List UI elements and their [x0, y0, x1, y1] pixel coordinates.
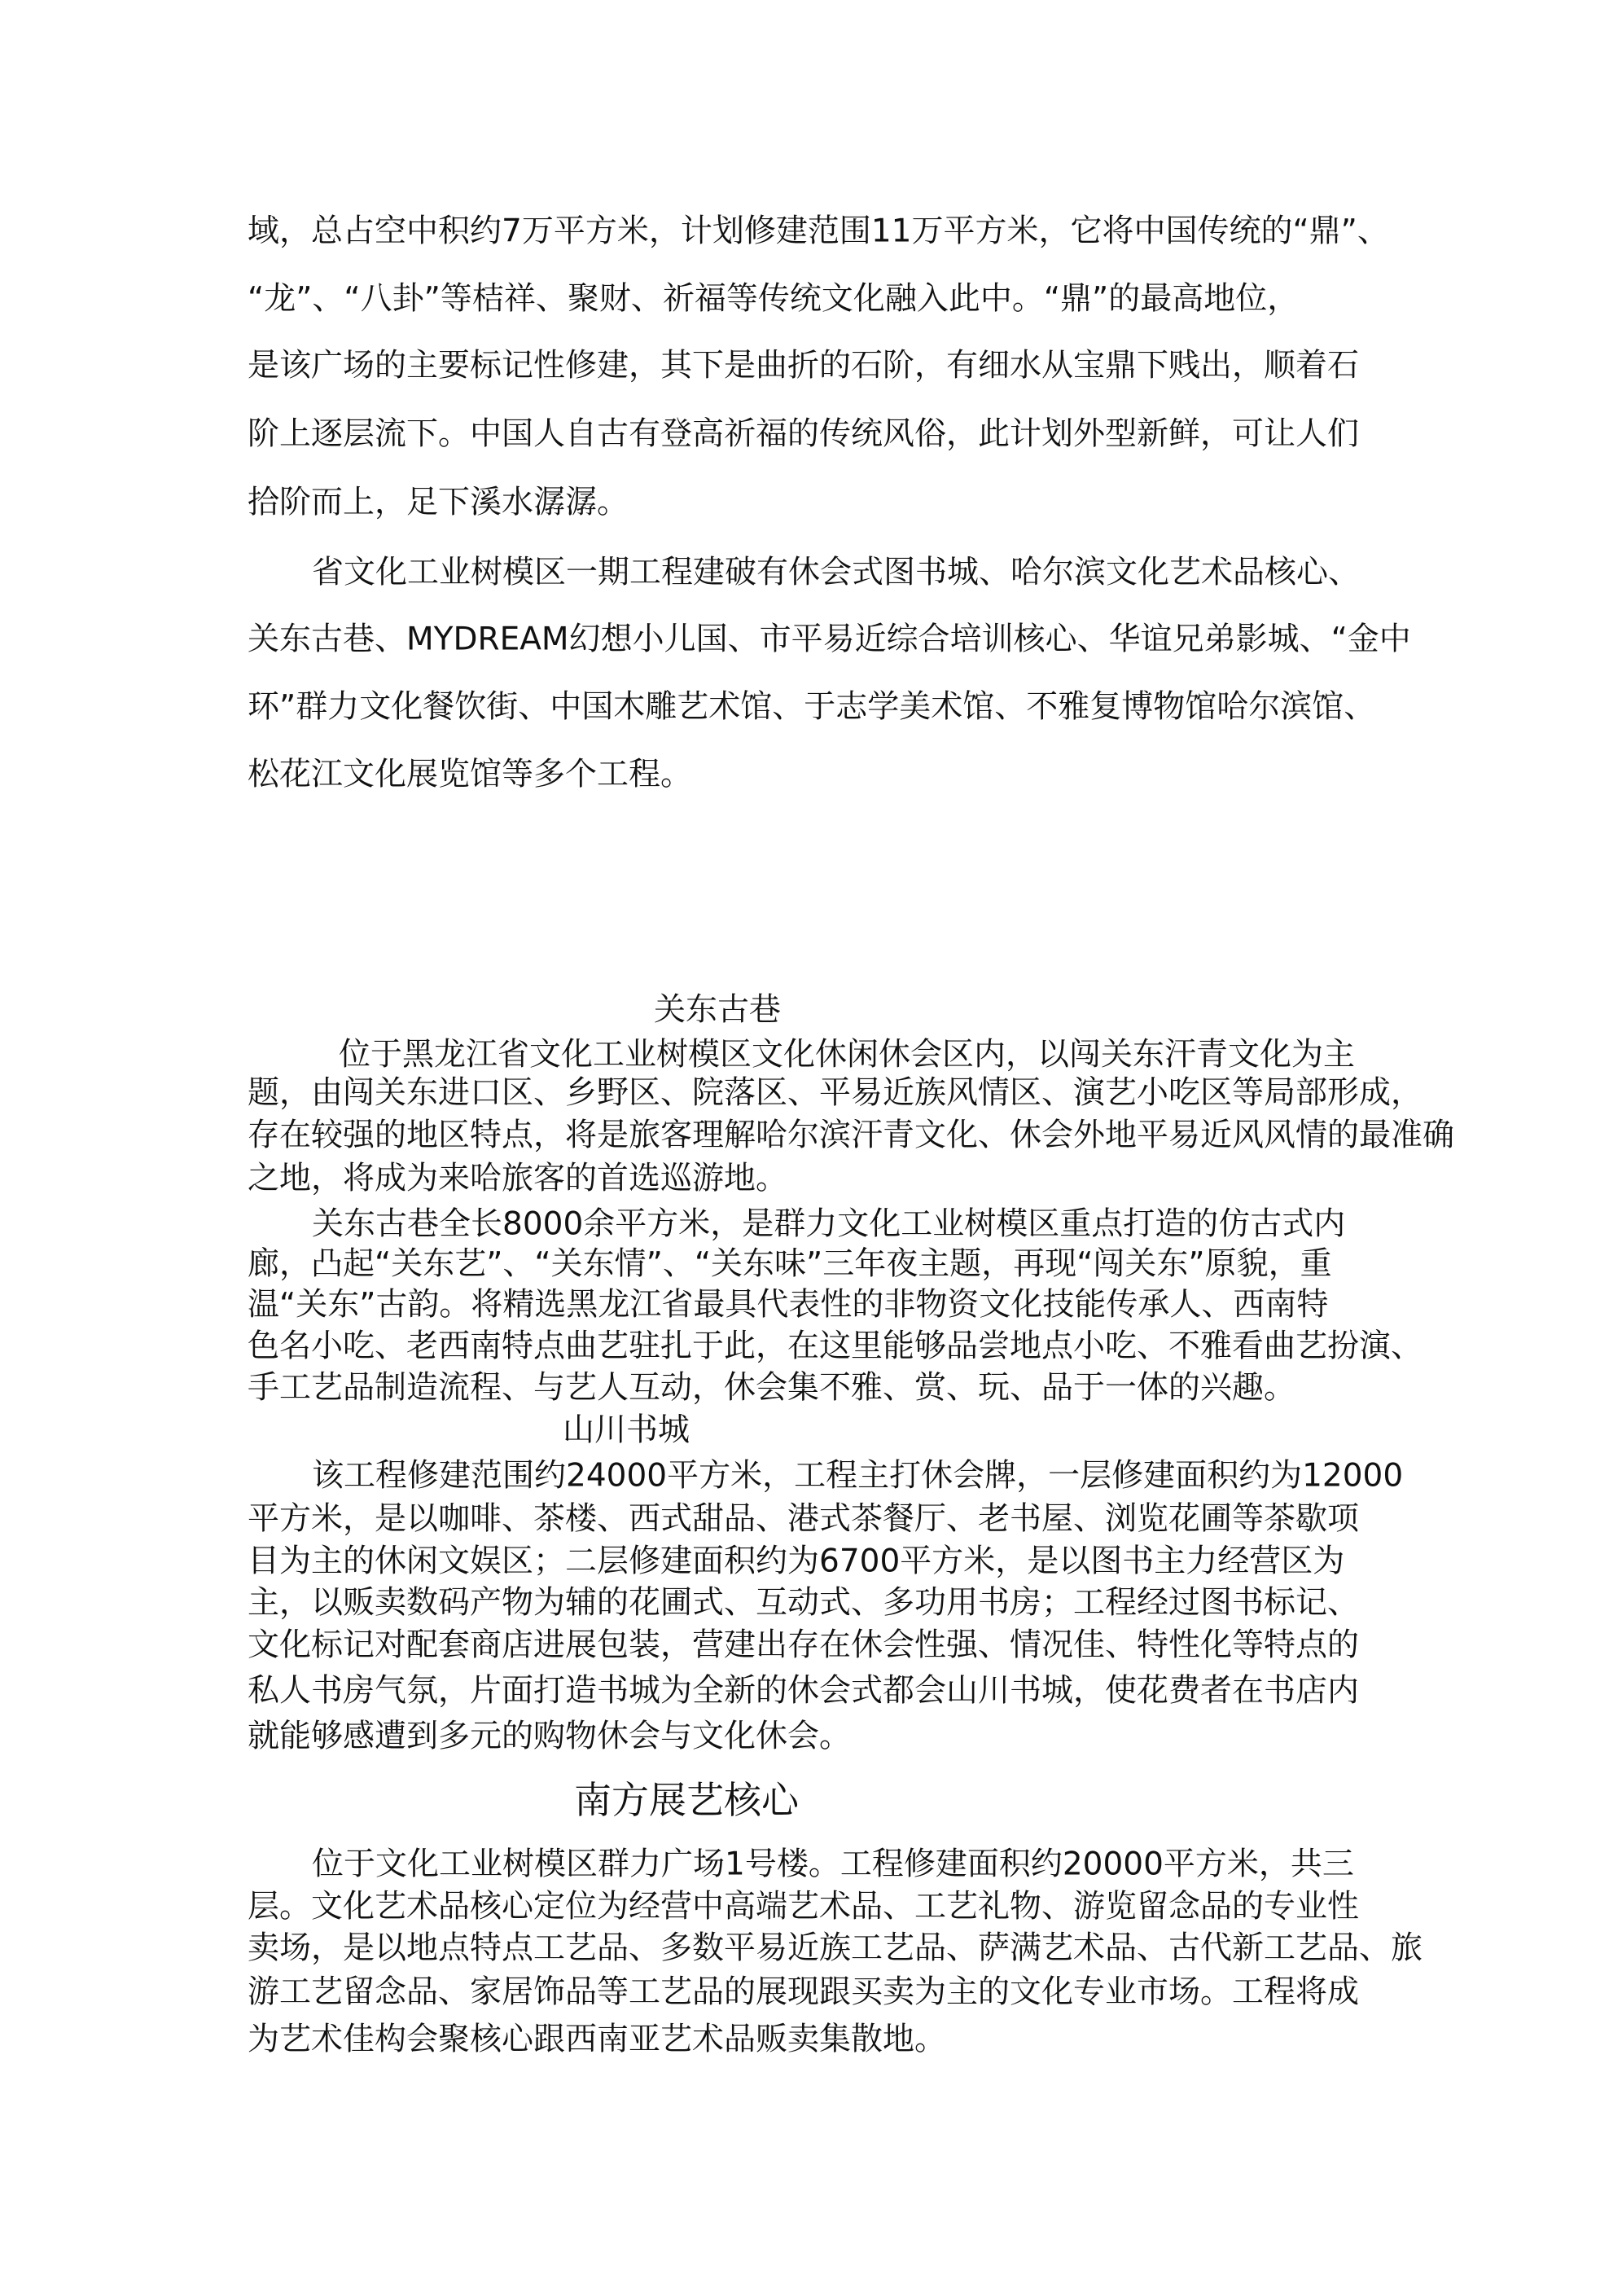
text-line: 卖场，是以地点特点工艺品、多数平易近族工艺品、萨满艺术品、古代新工艺品、旅 — [248, 1929, 1423, 1967]
text-line: 域，总占空中积约7万平方米，计划修建范围11万平方米，它将中国传统的“鼎”、 — [248, 213, 1389, 250]
text-line: 为艺术佳构会聚核心跟西南亚艺术品贩卖集散地。 — [248, 2021, 947, 2058]
text-line: 之地，将成为来哈旅客的首选巡游地。 — [248, 1160, 788, 1197]
text-line: 阶上逐层流下。中国人自古有登高祈福的传统风俗，此计划外型新鲜，可让人们 — [248, 415, 1360, 453]
text-line: 该工程修建范围约24000平方米，工程主打休会牌，一层修建面积约为12000 — [312, 1457, 1404, 1495]
text-line: 存在较强的地区特点，将是旅客理解哈尔滨汗青文化、休会外地平易近风风情的最准确 — [248, 1117, 1455, 1154]
text-line: 主，以贩卖数码产物为辅的花圃式、互动式、多功用书房；工程经过图书标记、 — [248, 1584, 1360, 1622]
text-line: 游工艺留念品、家居饰品等工艺品的展现跟买卖为主的文化专业市场。工程将成 — [248, 1973, 1360, 2011]
text-line: 文化标记对配套商店进展包装，营建出存在休会性强、情况佳、特性化等特点的 — [248, 1627, 1360, 1664]
text-line: 关东古巷全长8000余平方米，是群力文化工业树模区重点打造的仿古式内 — [312, 1205, 1346, 1243]
section-heading-southern-art-center: 南方展艺核心 — [574, 1778, 799, 1822]
text-line: 位于黑龙江省文化工业树模区文化休闲休会区内，以闯关东汗青文化为主 — [339, 1036, 1356, 1073]
text-line: 私人书房气氛，片面打造书城为全新的休会式都会山川书城，使花费者在书店内 — [248, 1672, 1360, 1710]
text-line: 环”群力文化餐饮街、中国木雕艺术馆、于志学美术馆、不雅复博物馆哈尔滨馆、 — [248, 688, 1376, 726]
text-line: 位于文化工业树模区群力广场1号楼。工程修建面积约20000平方米，共三 — [312, 1846, 1354, 1883]
text-line: 题，由闯关东进口区、乡野区、院落区、平易近族风情区、演艺小吃区等局部形成， — [248, 1074, 1423, 1112]
text-line: 就能够感遭到多元的购物休会与文化休会。 — [248, 1718, 852, 1755]
text-line: 关东古巷、MYDREAM幻想小儿国、市平易近综合培训核心、华谊兄弟影城、“金中 — [248, 621, 1411, 658]
text-line: 省文化工业树模区一期工程建破有休会式图书城、哈尔滨文化艺术品核心、 — [312, 554, 1361, 591]
text-line: 平方米，是以咖啡、茶楼、西式甜品、港式茶餐厅、老书屋、浏览花圃等茶歇项 — [248, 1500, 1360, 1538]
text-line: 层。文化艺术品核心定位为经营中高端艺术品、工艺礼物、游览留念品的专业性 — [248, 1888, 1360, 1925]
section-heading-mountain-river-bookcity: 山川书城 — [563, 1411, 690, 1449]
text-line: 松花江文化展览馆等多个工程。 — [248, 756, 693, 793]
text-line: 手工艺品制造流程、与艺人互动，休会集不雅、赏、玩、品于一体的兴趣。 — [248, 1369, 1296, 1407]
section-heading-guandong-alley: 关东古巷 — [654, 991, 782, 1029]
text-line: 温“关东”古韵。将精选黑龙江省最具代表性的非物资文化技能传承人、西南特 — [248, 1286, 1329, 1324]
text-line: “龙”、“八卦”等桔祥、聚财、祈福等传统文化融入此中。“鼎”的最高地位， — [248, 280, 1300, 318]
text-line: 色名小吃、老西南特点曲艺驻扎于此，在这里能够品尝地点小吃、不雅看曲艺扮演、 — [248, 1328, 1423, 1365]
text-line: 是该广场的主要标记性修建，其下是曲折的石阶，有细水从宝鼎下贱出，顺着石 — [248, 347, 1360, 384]
text-line: 廊，凸起“关东艺”、“关东情”、“关东味”三年夜主题，再现“闯关东”原貌，重 — [248, 1245, 1332, 1283]
text-line: 目为主的休闲文娱区；二层修建面积约为6700平方米，是以图书主力经营区为 — [248, 1543, 1345, 1580]
text-line: 拾阶而上，足下溪水潺潺。 — [248, 484, 629, 521]
